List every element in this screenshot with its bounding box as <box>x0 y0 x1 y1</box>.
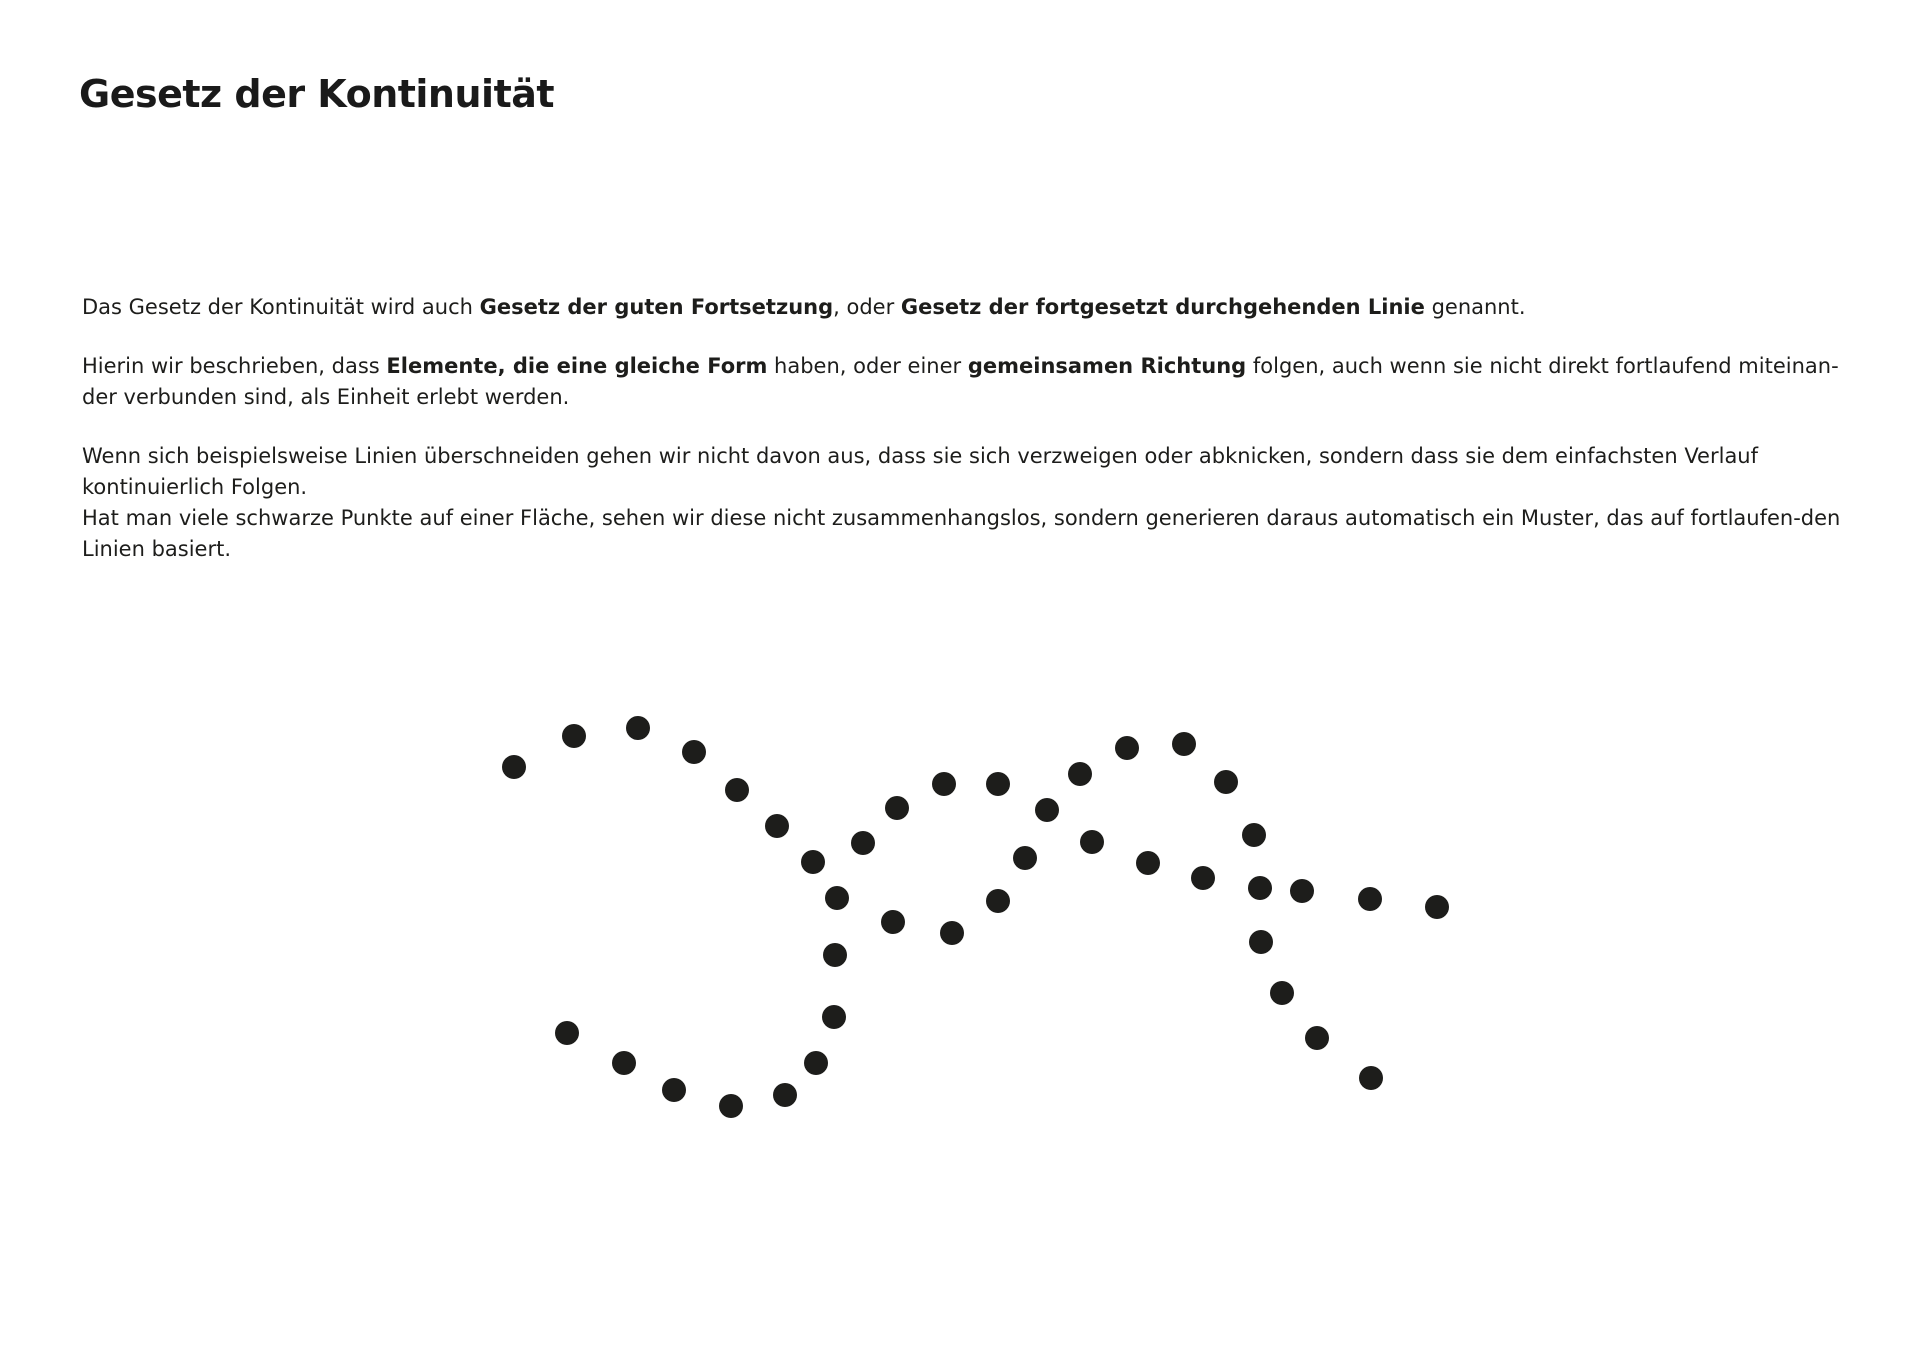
pattern-dot <box>986 772 1010 796</box>
pattern-dot <box>1425 895 1449 919</box>
pattern-dot <box>1013 846 1037 870</box>
pattern-dot <box>725 778 749 802</box>
body-run: genannt. <box>1424 295 1526 319</box>
pattern-dot <box>986 889 1010 913</box>
paragraph-3-line-2 <box>82 503 1842 565</box>
pattern-dot <box>1172 732 1196 756</box>
body-run: Wenn sich beispielsweise Linien überschneiden gehen wir nicht davon aus, dass sie sich verzweigen oder abknicken, sondern dass sie dem einfachsten Verlauf kontinuierlich Folgen. <box>82 444 1759 499</box>
pattern-dot <box>804 1051 828 1075</box>
pattern-dot <box>885 796 909 820</box>
pattern-dot <box>502 755 526 779</box>
pattern-dot <box>1136 851 1160 875</box>
emphasis-text: Gesetz der fortgesetzt durchgehenden Linie <box>900 295 1425 319</box>
pattern-dot <box>825 886 849 910</box>
pattern-dot <box>1270 981 1294 1005</box>
pattern-dot <box>1068 762 1092 786</box>
pattern-dot <box>1214 770 1238 794</box>
pattern-dot <box>801 850 825 874</box>
body-run: , oder <box>833 295 901 319</box>
body-run: Hat man viele schwarze Punkte auf einer Fläche, sehen wir diese nicht zusammenhangslos, sondern generieren daraus automatisch ein Muster, das auf fortlaufen-den Linien basiert. <box>82 506 1841 561</box>
pattern-dot <box>1115 736 1139 760</box>
emphasis-text: Gesetz der guten Fortsetzung <box>479 295 834 319</box>
emphasis-text: Elemente, die eine gleiche Form <box>386 354 768 378</box>
body-run: haben, oder einer <box>767 354 968 378</box>
pattern-dot <box>765 814 789 838</box>
pattern-dot <box>1249 930 1273 954</box>
pattern-dot <box>1359 1066 1383 1090</box>
pattern-dot <box>1248 876 1272 900</box>
paragraph-2 <box>82 351 1842 413</box>
paragraph-1 <box>82 292 1842 323</box>
pattern-dot <box>851 831 875 855</box>
page-title: Gesetz der Kontinuität <box>79 72 555 116</box>
pattern-dot <box>1242 823 1266 847</box>
pattern-dot <box>562 724 586 748</box>
pattern-dot <box>1080 830 1104 854</box>
pattern-dot <box>662 1078 686 1102</box>
pattern-dot <box>773 1083 797 1107</box>
pattern-dot <box>1358 887 1382 911</box>
pattern-dot <box>682 740 706 764</box>
pattern-dot <box>1305 1026 1329 1050</box>
pattern-dot <box>881 910 905 934</box>
pattern-dot <box>626 716 650 740</box>
pattern-dot <box>940 921 964 945</box>
body-run: Hierin wir beschrieben, dass <box>82 354 387 378</box>
pattern-dot <box>1191 866 1215 890</box>
paragraph-3-line-1 <box>82 441 1842 503</box>
pattern-dot <box>823 943 847 967</box>
body-run: Das Gesetz der Kontinuität wird auch <box>82 295 480 319</box>
body-run: folgen, auch wenn sie nicht direkt fortlaufend miteinan-der verbunden sind, als Einheit erlebt werden. <box>82 354 1839 409</box>
body-text <box>82 292 1842 565</box>
pattern-dot <box>822 1005 846 1029</box>
pattern-dot <box>1290 879 1314 903</box>
pattern-dot <box>612 1051 636 1075</box>
pattern-dot <box>932 772 956 796</box>
pattern-dot <box>719 1094 743 1118</box>
emphasis-text: gemeinsamen Richtung <box>967 354 1247 378</box>
pattern-dot <box>1035 798 1059 822</box>
pattern-dot <box>555 1021 579 1045</box>
